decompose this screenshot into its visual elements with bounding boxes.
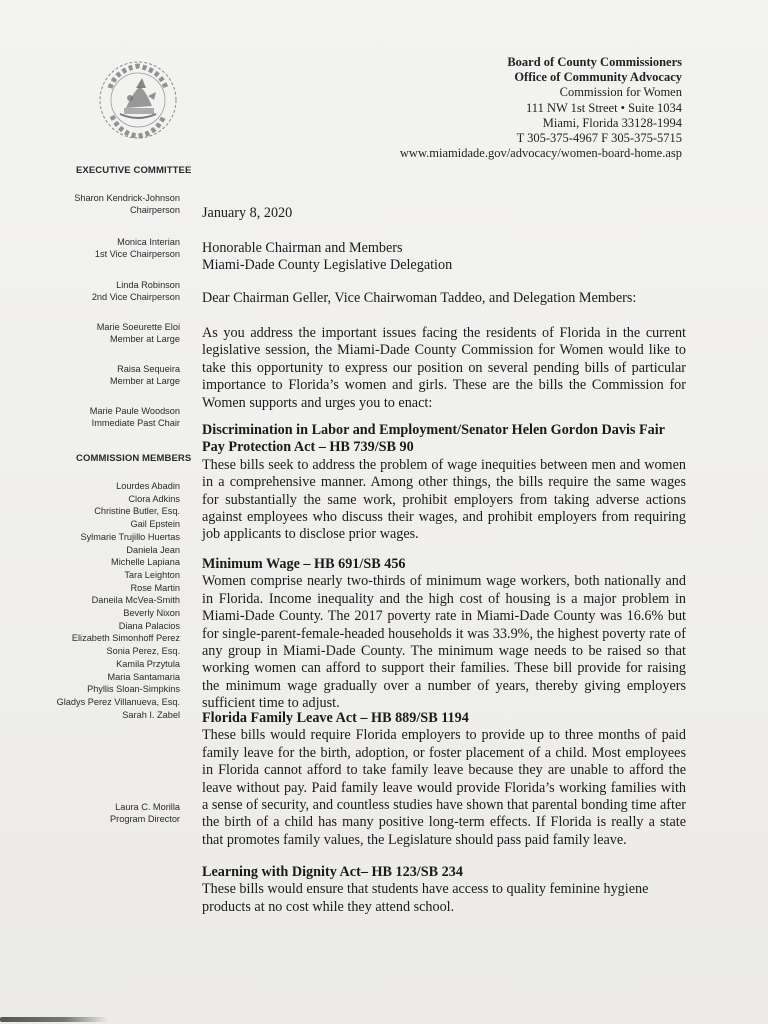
- executive-member: [0, 364, 180, 388]
- list-item: Phyllis Sloan-Simpkins: [87, 684, 180, 695]
- section-text: These bills would ensure that students have access to quality feminine hygiene products at no cost while they attend school.: [202, 881, 649, 915]
- list-item: Clora Adkins: [128, 493, 180, 504]
- list-item: Diana Palacios: [118, 620, 180, 631]
- addressee: [202, 240, 686, 275]
- letterhead: [400, 55, 682, 161]
- commission-members-list: [0, 480, 180, 721]
- list-item: Kamila Przytula: [116, 658, 180, 669]
- list-item: Lourdes Abadin: [116, 481, 180, 491]
- member-role: 1st Vice Chairperson: [94, 248, 180, 259]
- member-role: Member at Large: [110, 375, 180, 386]
- list-item: Gail Epstein: [130, 519, 180, 530]
- list-item: Elizabeth Simonhoff Perez: [71, 633, 180, 644]
- member-role: Immediate Past Chair: [91, 417, 180, 428]
- list-item: Sonia Perez, Esq.: [106, 646, 180, 657]
- list-item: Michelle Lapiana: [111, 557, 180, 568]
- section-learning-dignity: [202, 864, 686, 916]
- intro-paragraph: As you address the important issues facing the residents of Florida in the current legislative session, the Miami-Dade County Commission for Women would like to take this opportunity to express our position on several pending bills of particular importance to Florida’s women and girls. These are the bills the Commission for Women supports and urges you to enact:: [202, 325, 686, 411]
- member-role: Member at Large: [110, 333, 180, 344]
- section-title: Minimum Wage – HB 691/SB 456: [202, 556, 406, 572]
- list-item: Beverly Nixon: [123, 608, 180, 619]
- page-edge-mark: [0, 1017, 108, 1022]
- list-item: Christine Butler, Esq.: [94, 506, 180, 517]
- executive-member: [0, 406, 180, 430]
- section-title: Discrimination in Labor and Employment/Senator Helen Gordon Davis Fair Pay Protection Act – HB 739/SB 90: [202, 422, 665, 456]
- member-name: Raisa Sequeira: [117, 364, 180, 374]
- section-title: Learning with Dignity Act– HB 123/SB 234: [202, 864, 463, 880]
- letterhead-phone: T 305-375-4967 F 305-375-5715: [516, 131, 682, 146]
- letterhead-commission: Commission for Women: [559, 85, 682, 100]
- letterhead-website: www.miamidade.gov/advocacy/women-board-home.asp: [399, 146, 682, 161]
- salutation: Dear Chairman Geller, Vice Chairwoman Taddeo, and Delegation Members:: [202, 290, 637, 306]
- executive-committee-heading: EXECUTIVE COMMITTEE: [76, 165, 192, 176]
- letterhead-office: Office of Community Advocacy: [514, 70, 682, 85]
- section-title: Florida Family Leave Act – HB 889/SB 1194: [202, 710, 469, 726]
- member-name: Sharon Kendrick-Johnson: [74, 193, 180, 203]
- list-item: Daniela Jean: [126, 544, 180, 555]
- member-role: Chairperson: [129, 204, 180, 215]
- county-seal-icon: [96, 58, 180, 142]
- executive-member: [0, 237, 180, 261]
- section-text: These bills would require Florida employers to provide up to three months of paid family leave for the birth, adoption, or foster placement of a child. Most employees in Florida cannot afford to take family leave because they are unable to afford the leave without pay. Paid family leave would provide Florida’s working families with a sense of security, and countless studies have shown that parental bonding time after the birth of a child has many positive long-term effects. If Florida is really a state that promotes family values, the Legislature should pass paid family leave.: [202, 727, 686, 848]
- letterhead-city: Miami, Florida 33128-1994: [542, 115, 682, 130]
- executive-member: [0, 280, 180, 304]
- letterhead-board: Board of County Commissioners: [507, 55, 682, 69]
- letter-date: January 8, 2020: [202, 205, 293, 221]
- member-role: 2nd Vice Chairperson: [91, 291, 180, 302]
- member-name: Marie Soeurette Eloi: [96, 322, 180, 332]
- addressee-line: Honorable Chairman and Members: [202, 240, 403, 256]
- member-name: Linda Robinson: [116, 280, 180, 290]
- list-item: Rose Martin: [130, 582, 180, 593]
- section-minimum-wage: [202, 556, 686, 713]
- executive-member: [0, 322, 180, 346]
- member-name: Monica Interian: [117, 237, 180, 247]
- list-item: Tara Leighton: [124, 569, 180, 580]
- commission-members-heading: COMMISSION MEMBERS: [76, 453, 192, 464]
- section-fair-pay: [202, 422, 686, 544]
- section-text: These bills seek to address the problem of wage inequities between men and women in a comprehensive manner. Among other things, the bills require the same wages for substantially the same work, prohibit employers from taking adverse actions against employees who discuss their wages, and prohibit employers from requiring job applicants to disclose prior wages.: [202, 456, 686, 543]
- list-item: Maria Santamaria: [107, 671, 180, 682]
- executive-member: [0, 193, 180, 217]
- list-item: Sylmarie Trujillo Huertas: [80, 531, 180, 542]
- letterhead-street: 111 NW 1st Street • Suite 1034: [526, 100, 682, 115]
- section-family-leave: [202, 710, 686, 849]
- member-name: Marie Paule Woodson: [89, 406, 180, 416]
- program-director: [0, 802, 180, 826]
- section-text: Women comprise nearly two-thirds of minimum wage workers, both nationally and in Florida. Income inequality and the high cost of housing is a major problem in Miami-Dade County. The 2017 poverty rate in Miami-Dade County was 16.6% but for single-parent-female-headed households it was 33.9%, the highest poverty rate of any group in Miami-Dade County. The minimum wage needs to be raised so that working women can afford to support their families. These bill provide for raising the minimum wage gradually over a number of years, thereby giving employers sufficient time to adjust.: [202, 573, 686, 712]
- addressee-line: Miami-Dade County Legislative Delegation: [202, 257, 453, 274]
- member-name: Laura C. Morilla: [115, 802, 180, 812]
- list-item: Gladys Perez Villanueva, Esq.: [56, 696, 180, 707]
- member-role: Program Director: [110, 813, 180, 824]
- list-item: Daneila McVea-Smith: [91, 595, 180, 606]
- list-item: Sarah I. Zabel: [122, 709, 180, 720]
